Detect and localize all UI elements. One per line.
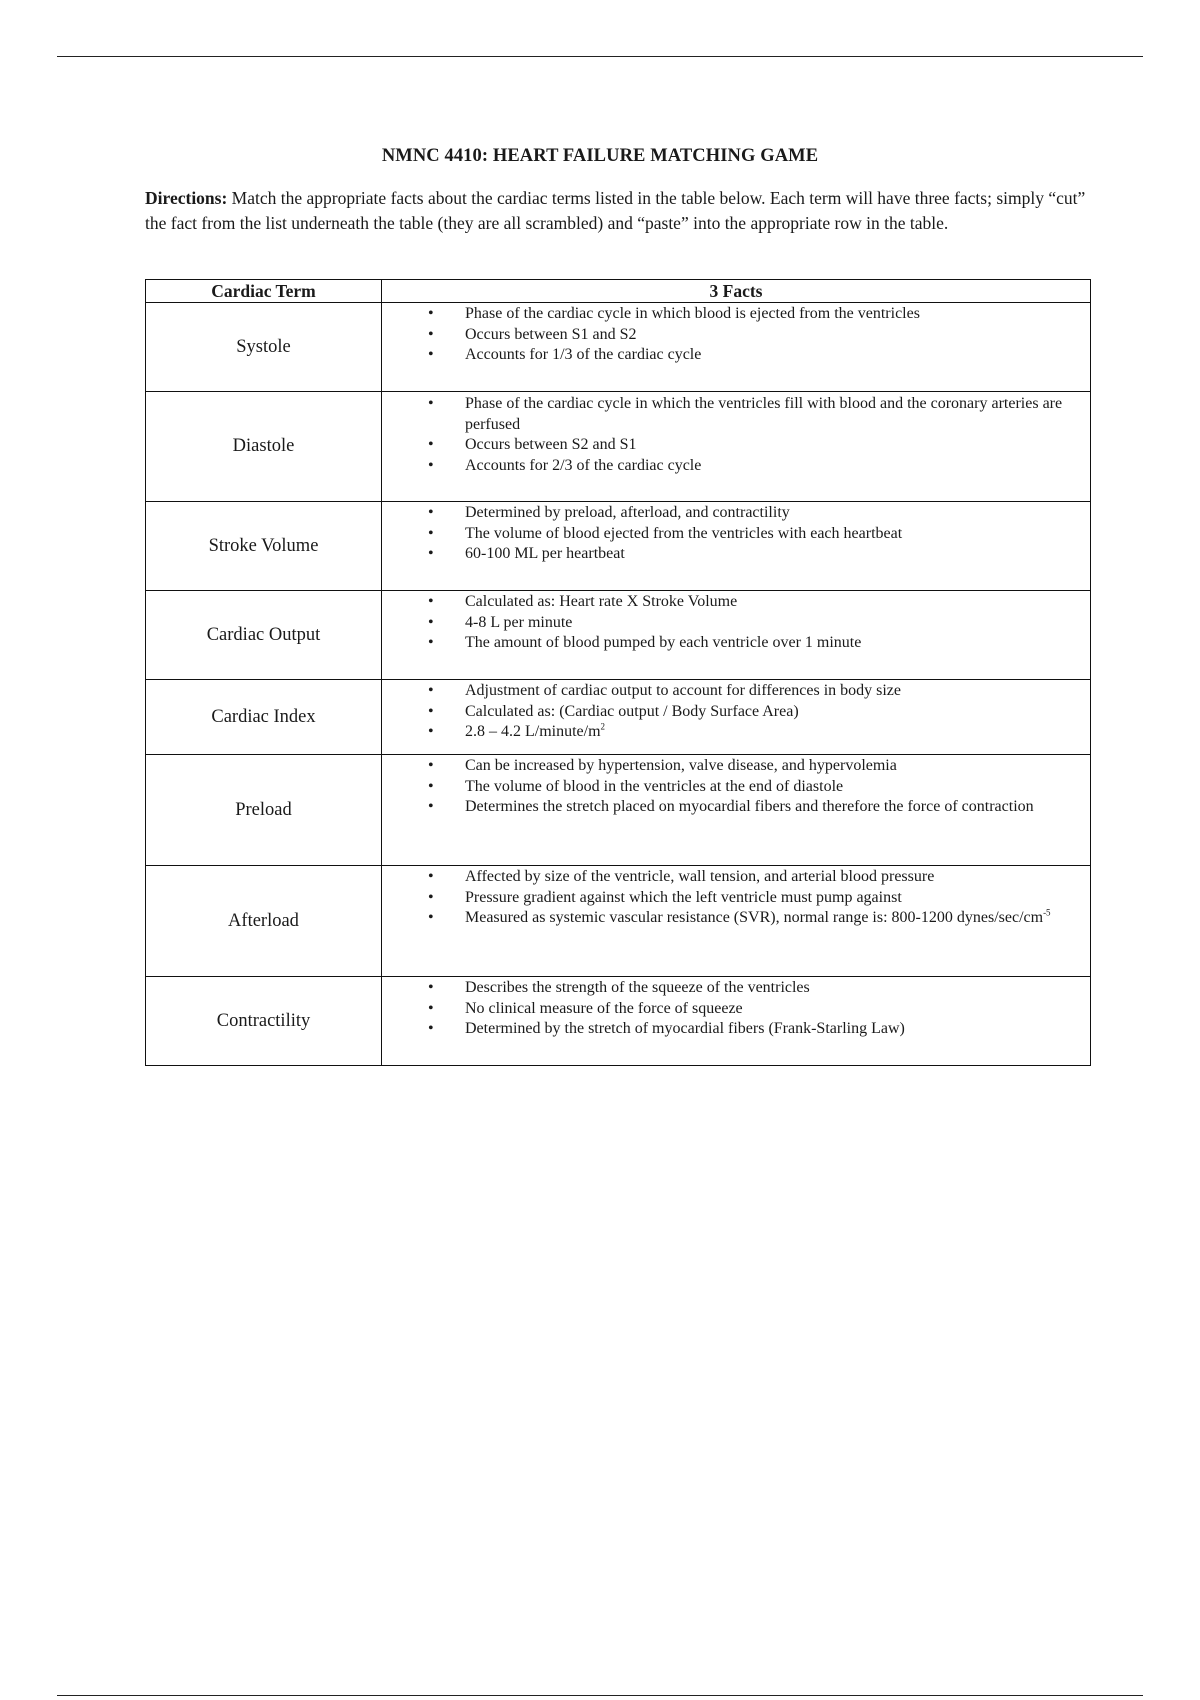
table-row-diastole (146, 392, 1091, 502)
fact-item: • The volume of blood in the ventricles at the end of diastole (382, 777, 1070, 798)
term-cell: Preload (146, 755, 382, 866)
term-cell: Cardiac Index (146, 680, 382, 755)
facts-cell (382, 755, 1091, 866)
term-cell: Afterload (146, 866, 382, 977)
fact-list (382, 977, 1090, 1040)
facts-cell (382, 392, 1091, 502)
fact-item: • 4-8 L per minute (382, 613, 1070, 634)
fact-item: • Accounts for 2/3 of the cardiac cycle (382, 456, 1070, 477)
table-row-preload (146, 755, 1091, 866)
table-header-row (146, 280, 1091, 303)
term-cell: Cardiac Output (146, 591, 382, 680)
fact-item: • Describes the strength of the squeeze of the ventricles (382, 978, 1070, 999)
header-three-facts: 3 Facts (382, 280, 1091, 303)
fact-item: • Determined by the stretch of myocardial fibers (Frank-Starling Law) (382, 1019, 1070, 1040)
fact-list (382, 392, 1090, 476)
fact-item: • Determined by preload, afterload, and contractility (382, 503, 1070, 524)
fact-item: • The volume of blood ejected from the ventricles with each heartbeat (382, 524, 1070, 545)
fact-item: • Phase of the cardiac cycle in which the ventricles fill with blood and the coronary arteries are perfused (382, 394, 1070, 435)
fact-item: • Affected by size of the ventricle, wall tension, and arterial blood pressure (382, 867, 1070, 888)
fact-list (382, 591, 1090, 654)
fact-item: • Accounts for 1/3 of the cardiac cycle (382, 345, 1070, 366)
directions-paragraph (145, 186, 1090, 236)
fact-item: • Can be increased by hypertension, valve disease, and hypervolemia (382, 756, 1070, 777)
header-cardiac-term: Cardiac Term (146, 280, 382, 303)
fact-list (382, 303, 1090, 366)
term-cell: Systole (146, 303, 382, 392)
fact-item (382, 722, 1070, 743)
fact-list (382, 502, 1090, 565)
document-title: NMNC 4410: HEART FAILURE MATCHING GAME (381, 146, 819, 166)
term-cell: Stroke Volume (146, 502, 382, 591)
directions-label: Directions: (145, 188, 228, 208)
facts-cell (382, 591, 1091, 680)
fact-list (382, 755, 1090, 818)
fact-list (382, 680, 1090, 743)
facts-cell (382, 502, 1091, 591)
fact-item: • 60-100 ML per heartbeat (382, 544, 1070, 565)
fact-item: • Adjustment of cardiac output to account for differences in body size (382, 681, 1070, 702)
fact-item: • Phase of the cardiac cycle in which blood is ejected from the ventricles (382, 304, 1070, 325)
fact-list (382, 866, 1090, 929)
superscript: 2 (600, 721, 606, 732)
fact-item: • Calculated as: (Cardiac output / Body Surface Area) (382, 702, 1070, 723)
fact-item: • Occurs between S2 and S1 (382, 435, 1070, 456)
term-cell: Contractility (146, 977, 382, 1066)
fact-text: Measured as systemic vascular resistance (SVR), normal range is: 800-1200 dynes/sec/cm (465, 909, 1044, 926)
fact-item: • The amount of blood pumped by each ventricle over 1 minute (382, 633, 1070, 654)
fact-item (382, 908, 1070, 929)
table-row-cardiac-index (146, 680, 1091, 755)
superscript: -5 (1043, 907, 1051, 918)
fact-item: • Occurs between S1 and S2 (382, 325, 1070, 346)
fact-item: • No clinical measure of the force of squeeze (382, 999, 1070, 1020)
table-row-contractility (146, 977, 1091, 1066)
fact-item: • Determines the stretch placed on myocardial fibers and therefore the force of contraction (382, 797, 1070, 818)
facts-cell (382, 680, 1091, 755)
footer-rule (57, 1695, 1143, 1696)
table-row-systole (146, 303, 1091, 392)
table-row-stroke-volume (146, 502, 1091, 591)
term-cell: Diastole (146, 392, 382, 502)
facts-cell (382, 303, 1091, 392)
header-rule (57, 56, 1143, 57)
cardiac-terms-table (145, 279, 1091, 1066)
table-row-cardiac-output (146, 591, 1091, 680)
fact-text: 2.8 – 4.2 L/minute/m (465, 723, 601, 740)
table-row-afterload (146, 866, 1091, 977)
fact-item: • Pressure gradient against which the left ventricle must pump against (382, 888, 1070, 909)
directions-text: Match the appropriate facts about the cardiac terms listed in the table below. Each term will have three facts; simply “cut” the fact from the list underneath the table (they are all scrambled) and “paste” into the appropriate row in the table. (145, 188, 1086, 233)
facts-cell (382, 977, 1091, 1066)
fact-item: • Calculated as: Heart rate X Stroke Volume (382, 592, 1070, 613)
facts-cell (382, 866, 1091, 977)
